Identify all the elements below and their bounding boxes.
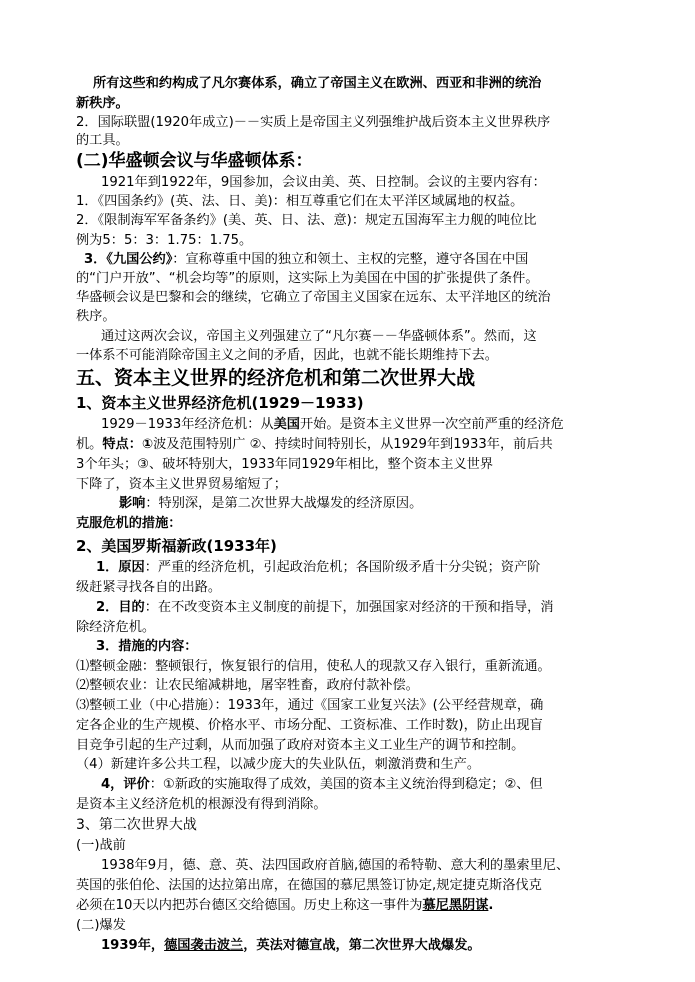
paragraph-four-power: 1．《四国条约》(英、法、日、美)：相互尊重它们在太平洋区域属地的权益。 — [76, 194, 524, 209]
paragraph-munich: 1938年9月，德、意、英、法四国政府首脑,德国的希特勒、意大利的墨索里尼、 — [101, 858, 570, 873]
paragraph-naval-treaty-cont: 例为5：5：3：1.75：1.75。 — [76, 233, 253, 248]
paragraph-system: 通过这两次会议，帝国主义列强建立了“凡尔赛－－华盛顿体系”。然而，这 — [101, 329, 537, 344]
paragraph-versailles: 所有这些和约构成了凡尔赛体系，确立了帝国主义在欧洲、西亚和非洲的统治 — [93, 76, 542, 91]
heading-washington: (二)华盛顿会议与华盛顿体系： — [76, 151, 313, 171]
paragraph-league: 2．国际联盟(1920年成立)－－实质上是帝国主义列强维护战后资本主义世界秩序 — [76, 115, 551, 130]
munich-conspiracy-term: 慕尼黑阴谋 — [422, 898, 489, 913]
heading-measures: 3．措施的内容： — [96, 639, 198, 654]
heading-overcome-crisis: 克服危机的措施： — [76, 516, 182, 531]
heading-before-war: (一)战前 — [76, 838, 126, 853]
paragraph-crisis-line4: 下降了，资本主义世界贸易缩短了； — [76, 477, 287, 492]
paragraph-nine-power-line3: 华盛顿会议是巴黎和会的继续，它确立了帝国主义国家在远东、太平洋地区的统治 — [76, 290, 551, 305]
paragraph-impact: 影响：特别深，是第二次世界大战爆发的经济原因。 — [119, 496, 423, 511]
paragraph-crisis-line3: 3个年头；③、破坏特别大，1933年同1929年相比，整个资本主义世界 — [76, 457, 494, 472]
paragraph-system-cont: 一体系不可能消除帝国主义之间的矛盾，因此，也就不能长期维持下去。 — [76, 348, 498, 363]
heading-new-deal: 2、美国罗斯福新政(1933年) — [76, 537, 277, 555]
heading-economic-crisis: 1、资本主义世界经济危机(1929－1933) — [76, 394, 364, 412]
paragraph-purpose: 2．目的：在不改变资本主义制度的前提下，加强国家对经济的干预和指导，消 — [96, 600, 554, 615]
paragraph-cause-cont: 级赶紧寻找各自的出路。 — [76, 580, 222, 595]
paragraph-industry: ⑶整顿工业（中心措施）：1933年，通过《国家工业复兴法》(公平经营规章，确 — [76, 698, 544, 713]
heading-outbreak: (二)爆发 — [76, 918, 126, 933]
heading-section-five: 五、资本主义世界的经济危机和第二次世界大战 — [76, 367, 476, 389]
paragraph-industry-line2: 定各企业的生产规模、价格水平、市场分配、工资标准、工作时数)，防止出现盲 — [76, 718, 543, 733]
paragraph-munich-line3: 必须在10天以内把苏台德区交给德国。历史上称这一事件为慕尼黑阴谋. — [76, 898, 494, 913]
germany-attacks-poland-term: 德国袭击波兰 — [164, 938, 244, 953]
paragraph-industry-line3: 目竞争引起的生产过剩，从而加强了政府对资本主义工业生产的调节和控制。 — [76, 738, 525, 753]
paragraph-outbreak: 1939年，德国袭击波兰，英法对德宣战，第二次世界大战爆发。 — [101, 938, 481, 953]
paragraph-nine-power: 3．《九国公约》：宣称尊重中国的独立和领土、主权的完整，遵守各国在中国 — [84, 252, 529, 267]
paragraph-nine-power-line4: 秩序。 — [76, 309, 116, 324]
paragraph-munich-line2: 英国的张伯伦、法国的达拉第出席，在德国的慕尼黑签订协定,规定捷克斯洛伐克 — [76, 878, 542, 893]
paragraph-washington-intro: 1921年到1922年，9国参加，会议由美、英、日控制。会议的主要内容有： — [101, 175, 546, 190]
paragraph-agriculture: ⑵整顿农业：让农民缩减耕地，屠宰牲畜，政府付款补偿。 — [76, 678, 419, 693]
paragraph-evaluation-cont: 是资本主义经济危机的根源没有得到消除。 — [76, 797, 327, 812]
paragraph-evaluation: 4，评价：①新政的实施取得了成效，美国的资本主义统治得到稳定；②、但 — [101, 777, 543, 792]
paragraph-purpose-cont: 除经济危机。 — [76, 620, 156, 635]
paragraph-public-works: （4）新建许多公共工程，以减少庞大的失业队伍，刺激消费和生产。 — [76, 757, 481, 772]
paragraph-naval-treaty: 2．《限制海军军备条约》(美、英、日、法、意)：规定五国海军主力舰的吨位比 — [76, 213, 537, 228]
paragraph-crisis-line1: 1929－1933年经济危机：从美国开始。是资本主义世界一次空前严重的经济危 — [101, 417, 564, 432]
heading-ww2: 3、第二次世界大战 — [76, 817, 197, 833]
paragraph-versailles-cont: 新秩序。 — [76, 96, 129, 111]
paragraph-finance: ⑴整顿金融：整顿银行，恢复银行的信用，使私人的现款又存入银行，重新流通。 — [76, 659, 551, 674]
paragraph-cause: 1．原因：严重的经济危机，引起政治危机；各国阶级矛盾十分尖锐；资产阶 — [96, 560, 541, 575]
paragraph-league-cont: 的工具。 — [76, 133, 129, 148]
paragraph-nine-power-line2: 的“门户开放”、“机会均等”的原则，这实际上为美国在中国的扩张提供了条件。 — [76, 271, 539, 286]
paragraph-crisis-line2: 机。特点：①波及范围特别广 ②、持续时间特别长，从1929年到1933年，前后共 — [76, 437, 553, 452]
